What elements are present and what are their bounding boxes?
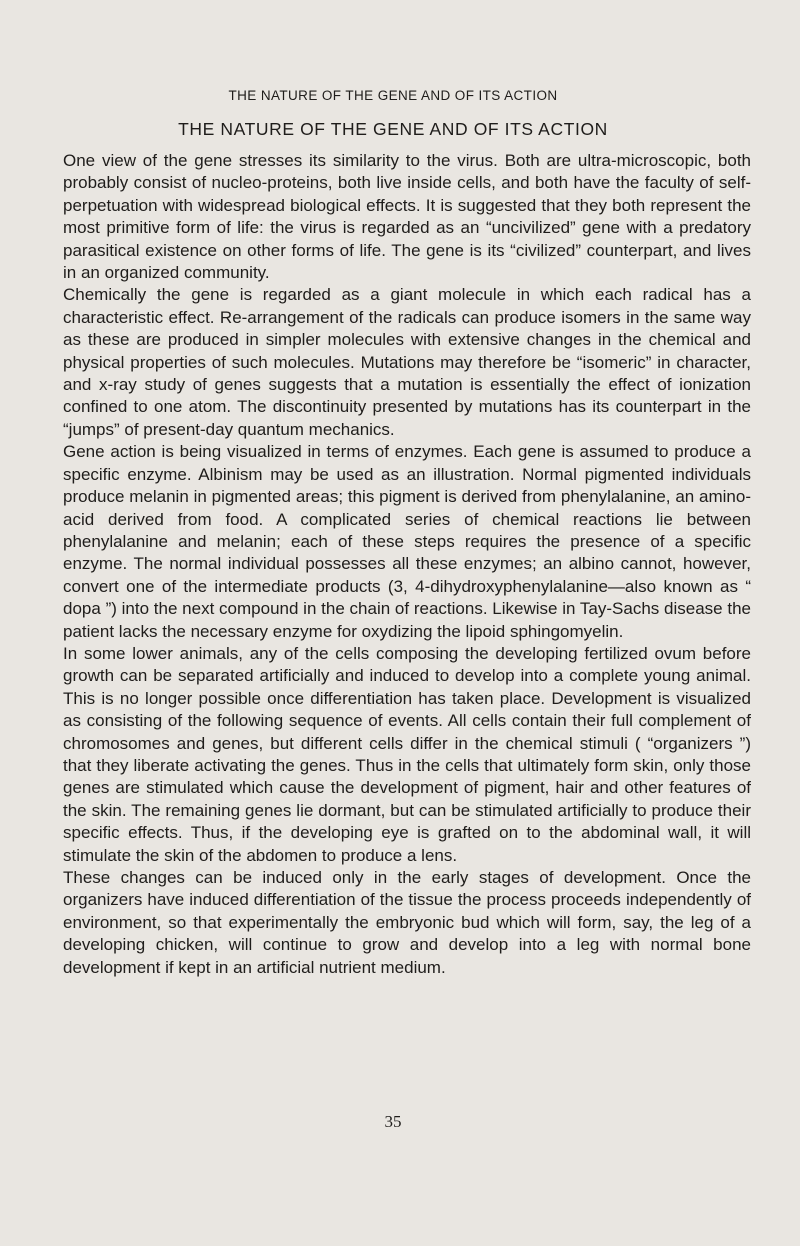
running-head: THE NATURE OF THE GENE AND OF ITS ACTION [228, 88, 558, 103]
paragraph: One view of the gene stresses its similarity to the virus. Both are ultra-microscopic, both probably consist of nucleo-proteins, both live inside cells, and both have the faculty of self-perpetuation with widespread biological effects. It is suggested that they both represent the most primitive form of life: the virus is regarded as an “uncivilized” gene with a predatory parasitical existence on other forms of life. The gene is its “civilized” counterpart, and lives in an organized community. [63, 151, 751, 283]
chapter-title: THE NATURE OF THE GENE AND OF ITS ACTION [178, 119, 608, 139]
paragraph: Chemically the gene is regarded as a giant molecule in which each radical has a characteristic effect. Re-arrangement of the radicals can produce isomers in the same way as these are produced in simpler molecules with extensive changes in the chemical and physical properties of such molecules. Mutations may therefore be “isomeric” in character, and x-ray study of genes suggests that a mutation is essentially the effect of ionization confined to one atom. The discontinuity presented by mutations has its counterpart in the “jumps” of present-day quantum mechanics. [63, 285, 751, 439]
paragraph: In some lower animals, any of the cells composing the developing fertilized ovum before growth can be separated artificially and induced to develop into a complete young animal. This is no longer possible once differentiation has taken place. Development is visualized as consisting of the following sequence of events. All cells contain their full complement of chromosomes and genes, but different cells differ in the chemical stimuli ( “organizers ”) that they liberate activating the genes. Thus in the cells that ultimately form skin, only those genes are stimulated which cause the development of pigment, hair and other features of the skin. The remaining genes lie dormant, but can be stimulated artificially to produce their specific effects. Thus, if the developing eye is grafted on to the abdominal wall, it will stimulate the skin of the abdomen to produce a lens. [63, 643, 751, 865]
body-text [63, 150, 751, 979]
page-number: 35 [384, 1112, 402, 1131]
paragraph: These changes can be induced only in the early stages of development. Once the organizers have induced differentiation of the tissue the process proceeds independently of environment, so that experimentally the embryonic bud which will form, say, the leg of a developing chicken, will continue to grow and develop into a leg with normal bone development if kept in an artificial nutrient medium. [63, 868, 751, 977]
paragraph: Gene action is being visualized in terms of enzymes. Each gene is assumed to produce a specific enzyme. Albinism may be used as an illustration. Normal pigmented individuals produce melanin in pigmented areas; this pigment is derived from phenylalanine, an amino-acid derived from food. A complicated series of chemical reactions lie between phenylalanine and melanin; each of these steps requires the presence of a specific enzyme. The normal individual possesses all these enzymes; an albino cannot, however, convert one of the intermediate products (3, 4-dihydroxyphenylalanine—also known as “ dopa ”) into the next compound in the chain of reactions. Likewise in Tay-Sachs disease the patient lacks the necessary enzyme for oxydizing the lipoid sphingomyelin. [63, 442, 751, 641]
